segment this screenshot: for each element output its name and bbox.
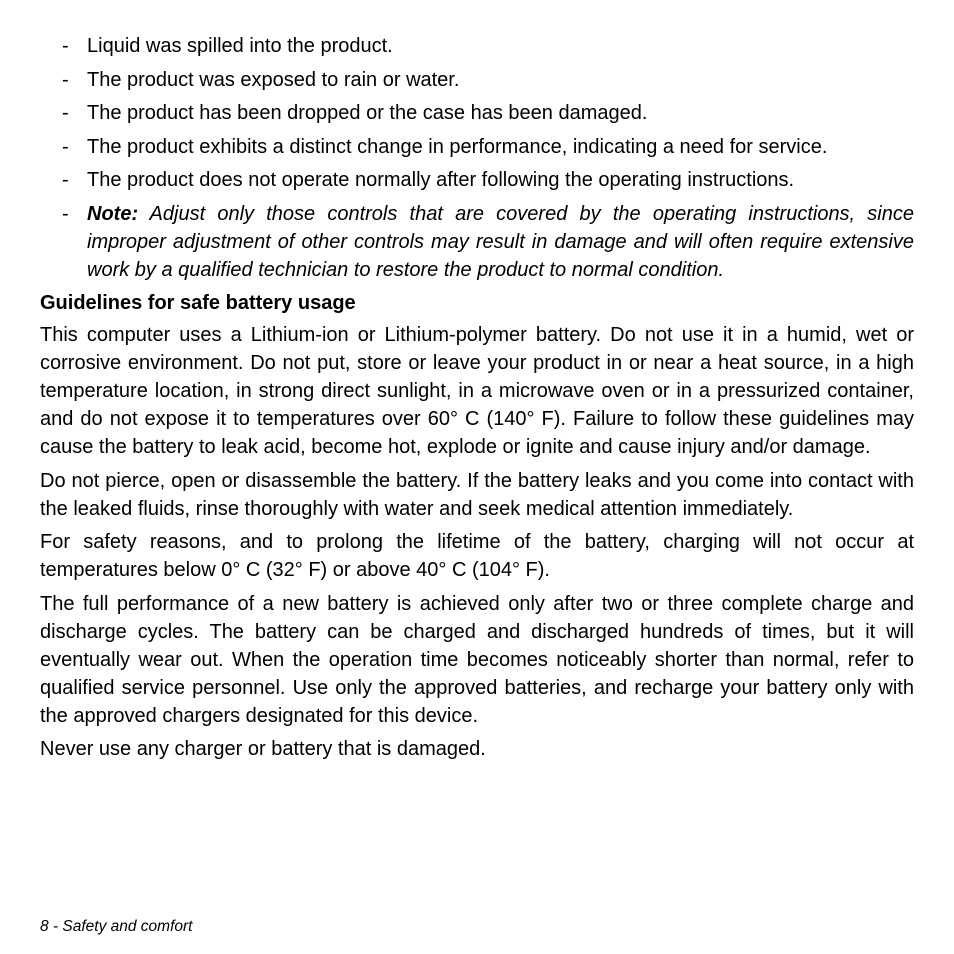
list-item-text: Liquid was spilled into the product. — [87, 35, 393, 57]
section-heading: Guidelines for safe battery usage — [40, 292, 356, 314]
list-item-text: The product does not operate normally after following the operating instructions. — [87, 169, 795, 191]
paragraph: Never use any charger or battery that is damaged. — [40, 738, 486, 760]
bullet-dash: - — [62, 135, 69, 158]
note-text: Adjust only those controls that are covered by the operating instructions, since improper adjustment of other controls may result in damage and will often require extensive work by a qualified technician to restore the product to normal condition. — [87, 202, 914, 281]
list-item — [40, 32, 914, 60]
list-item — [40, 166, 914, 194]
page-footer: 8 - Safety and comfort — [40, 918, 193, 935]
bullet-dash: - — [62, 169, 69, 191]
list-item-text: The product has been dropped or the case has been damaged. — [87, 102, 648, 124]
bullet-dash: - — [62, 202, 69, 225]
note-label: Note: — [87, 202, 139, 225]
service-conditions-list — [40, 32, 914, 284]
bullet-dash: - — [62, 68, 69, 91]
paragraph: For safety reasons, and to prolong the lifetime of the battery, charging will not occur at temperatures below 0° C (32° F) or above 40° C (104° F). — [40, 531, 914, 581]
list-item-text: The product exhibits a distinct change in performance, indicating a need for service. — [87, 135, 828, 158]
list-item — [40, 133, 914, 161]
list-item-text: The product was exposed to rain or water. — [87, 68, 460, 91]
paragraph: This computer uses a Lithium-ion or Lithium-polymer battery. Do not use it in a humid, wet or corrosive environment. Do not put, store or leave your product in or near a heat source, in a high temperature location, in strong direct sunlight, in a microwave oven or in a pressurized container, and do not expose it to temperatures over 60° C (140° F). Failure to follow these guidelines may cause the battery to leak acid, become hot, explode or ignite and cause injury and/or damage. — [40, 324, 914, 458]
document-page — [40, 32, 914, 769]
note-list-item — [40, 200, 914, 284]
list-item — [40, 66, 914, 94]
paragraph: The full performance of a new battery is achieved only after two or three complete charge and discharge cycles. The battery can be charged and discharged hundreds of times, but it will eventually wear out. When the operation time becomes noticeably shorter than normal, refer to qualified service personnel. Use only the approved batteries, and recharge your battery only with the approved chargers designated for this device. — [40, 592, 914, 727]
list-item — [40, 99, 914, 127]
bullet-dash: - — [62, 102, 69, 124]
bullet-dash: - — [62, 35, 69, 57]
paragraph: Do not pierce, open or disassemble the battery. If the battery leaks and you come into contact with the leaked fluids, rinse thoroughly with water and seek medical attention immediately. — [40, 469, 914, 520]
